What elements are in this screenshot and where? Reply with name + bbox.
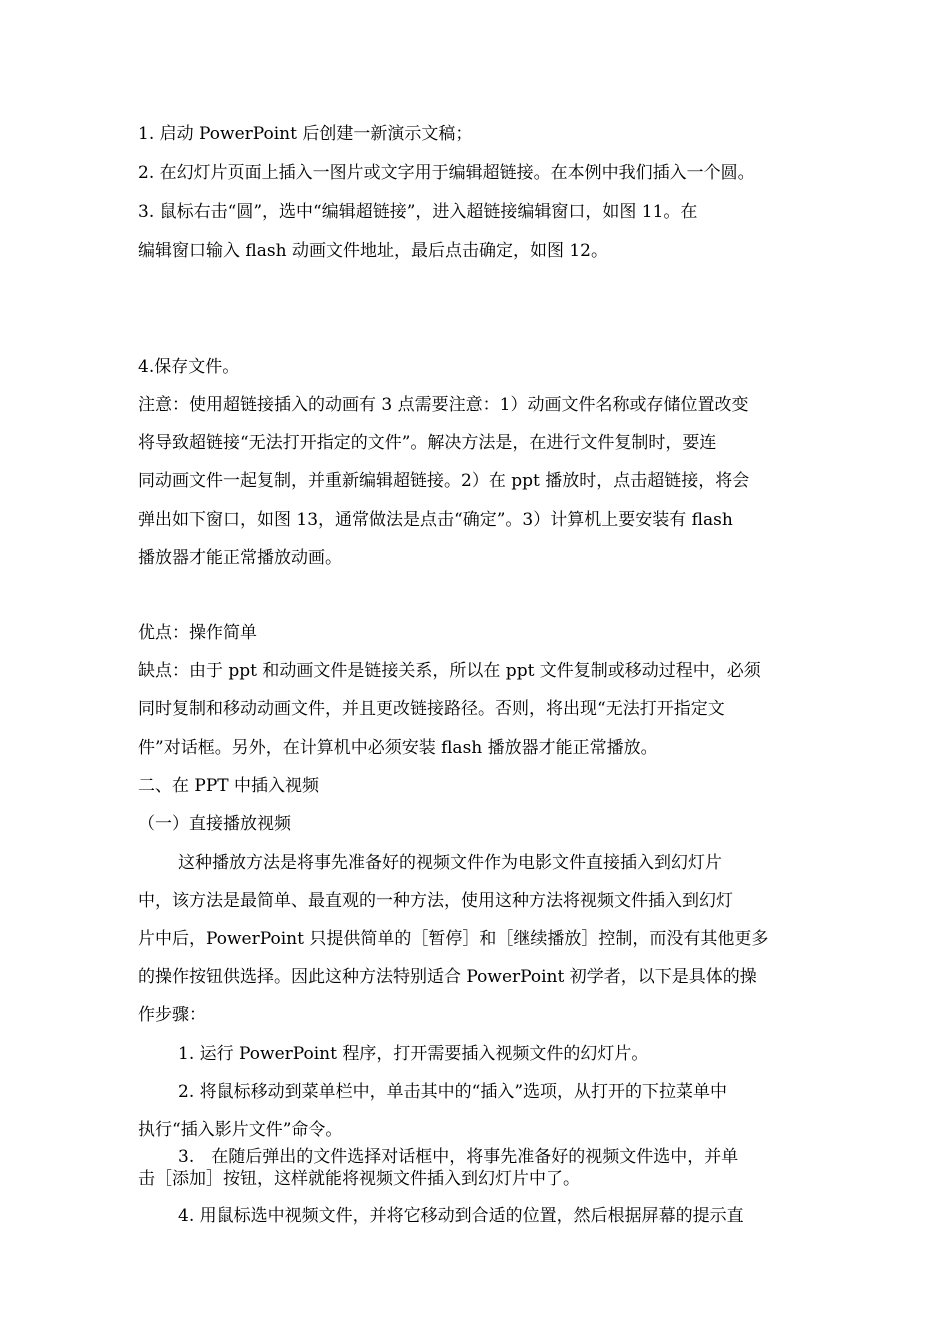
- section-heading: 二、在 PPT 中插入视频: [138, 776, 320, 796]
- note-line: 播放器才能正常播放动画。: [138, 548, 342, 568]
- step-3-edit-hyperlink: 3. 鼠标右击“圆”，选中“编辑超链接”，进入超链接编辑窗口，如图 11。在: [138, 202, 698, 222]
- step-4-save-file: 4.保存文件。: [138, 357, 240, 377]
- body-paragraph-line: 这种播放方法是将事先准备好的视频文件作为电影文件直接插入到幻灯片: [178, 853, 722, 873]
- note-line: 注意：使用超链接插入的动画有 3 点需要注意：1）动画文件名称或存储位置改变: [138, 395, 749, 415]
- video-step-3: 3. 在随后弹出的文件选择对话框中，将事先准备好的视频文件选中，并单: [178, 1147, 739, 1167]
- video-step-4: 4. 用鼠标选中视频文件，并将它移动到合适的位置，然后根据屏幕的提示直: [178, 1206, 744, 1226]
- subsection-heading: （一）直接播放视频: [138, 814, 291, 834]
- body-paragraph-line: 的操作按钮供选择。因此这种方法特别适合 PowerPoint 初学者，以下是具体的操: [138, 967, 757, 987]
- note-line: 同动画文件一起复制，并重新编辑超链接。2）在 ppt 播放时，点击超链接，将会: [138, 471, 750, 491]
- video-step-1: 1. 运行 PowerPoint 程序，打开需要插入视频文件的幻灯片。: [178, 1044, 649, 1064]
- note-line: 弹出如下窗口，如图 13，通常做法是点击“确定”。3）计算机上要安装有 flash: [138, 510, 733, 530]
- disadvantages-line: 缺点：由于 ppt 和动画文件是链接关系，所以在 ppt 文件复制或移动过程中，必须: [138, 661, 761, 681]
- advantages-line: 优点：操作简单: [138, 623, 257, 643]
- disadvantages-line: 件”对话框。另外，在计算机中必须安装 flash 播放器才能正常播放。: [138, 738, 658, 758]
- step-2-insert-shape: 2. 在幻灯片页面上插入一图片或文字用于编辑超链接。在本例中我们插入一个圆。: [138, 163, 755, 183]
- note-line: 将导致超链接“无法打开指定的文件”。解决方法是，在进行文件复制时，要连: [138, 433, 717, 453]
- step-1-create-presentation: 1. 启动 PowerPoint 后创建一新演示文稿；: [138, 124, 473, 144]
- video-step-3-continued: 击［添加］按钮，这样就能将视频文件插入到幻灯片中了。: [138, 1169, 580, 1189]
- body-paragraph-line: 中，该方法是最简单、最直观的一种方法，使用这种方法将视频文件插入到幻灯: [138, 891, 733, 911]
- body-paragraph-line: 作步骤：: [138, 1005, 206, 1025]
- video-step-2-continued: 执行“插入影片文件”命令。: [138, 1120, 343, 1140]
- disadvantages-line: 同时复制和移动动画文件，并且更改链接路径。否则，将出现“无法打开指定文: [138, 699, 725, 719]
- video-step-2: 2. 将鼠标移动到菜单栏中，单击其中的“插入”选项，从打开的下拉菜单中: [178, 1082, 728, 1102]
- step-3-continued: 编辑窗口输入 flash 动画文件地址，最后点击确定，如图 12。: [138, 241, 608, 261]
- body-paragraph-line: 片中后，PowerPoint 只提供简单的［暂停］和［继续播放］控制，而没有其他更多: [138, 929, 769, 949]
